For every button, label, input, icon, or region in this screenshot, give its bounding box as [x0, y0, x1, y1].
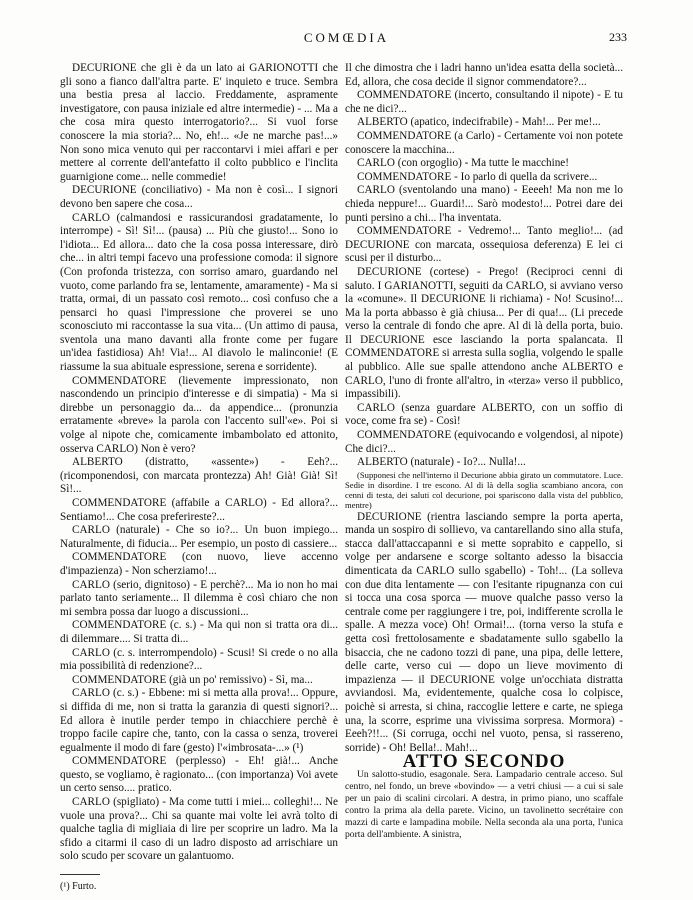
paragraph: DECURIONE (rientra lasciando sempre la porta aperta, manda un sospiro di sollievo, va cantarellando sino alla stufa, stacca dall'attaccapanni e si mette soprabito e cappello, si volge per andarsene e scorge soltanto adesso la bisaccia dimenticata da CARLO sullo sgabello) - Toh!... (La solleva con due dita lentamente — con l'esitante ripugnanza con cui si tocca una cosa sporca — muove qualche passo verso la centrale come per raggiungere i tre, poi, indifferente scrolla le spalle. A mezza voce) Oh! Ormai!... (torna verso la stufa e getta così frettolosamente e sbadatamente sullo sgabello la bisaccia, che ne cadono tozzi di pane, una pipa, delle lettere, delle carte, verso cui — dopo un lieve movimento di impazienza — il DECURIONE volge un'occhiata distratta avviandosi. Ma, evidentemente, qualche cosa lo colpisce, poichè si arresta, si china, raccoglie lettere e carte, ne spiega una, la scorre, esprime una vivissima sorpresa. Mormora) - Eeeh?!!... (Si corruga, occhi nel vuoto, pensa, si rassereno, sorride) - Oh! Bella!.. Mah!...: [345, 510, 623, 754]
paragraph: COMMENDATORE (c. s.) - Ma qui non si tratta ora di... di dilemmare.... Si tratta di...: [60, 619, 338, 645]
footnote-divider: [60, 874, 100, 875]
paragraph: ALBERTO (naturale) - Io?... Nulla!...: [357, 456, 526, 469]
paragraph: CARLO (calmandosi e rassicurandosi gradatamente, lo interrompe) - Sì! Sì!... (pausa) ... Più che giusto!... Sono io l'idiota... Ed allora... dato che la cosa possa interessare, dirò che... in altri tempi facevo una professione comoda: il signore (Con profonda tristezza, con sorriso amaro, guardando nel vuoto, come parlando fra se, lentamente, amaramente) - Ma si tratta, ormai, di un passato così remoto... così confuso che a pensarci ho quasi l'impressione che proverei se uno sconosciuto mi raccontasse la sua vita... (Un attimo di pausa, sventola una mano davanti alla fronte come per fugare un'idea fastidiosa) Ah! Via!... Al diavolo le malinconie! (E riassume la sua abituale espressione, serena e sorridente).: [60, 211, 338, 374]
stage-direction: (Supponesi che nell'interno il Decurione abbia girato un commutatore. Luce. Sedie in disordine. I tre escono. Al di là della soglia scambiano ancora, con cenni di testa, dei saluti col decurione, poi spariscono dalla vista del pubblico, mentre): [345, 469, 623, 511]
stage-description: Un salotto-studio, esagonale. Sera. Lampadario centrale acceso. Sul centro, nel fondo, un breve «bovindo» — a vetri chiusi — a cui si sale per un paio di scalini circolari. A destra, in primo piano, uno scaffale contro la prima ala della parete. Vicino, un tavolinetto secrétaire con mazzi di carte e lampadina mobile. Nella seconda ala una porta, l'unica porta dell'ambiente. A sinistra,: [345, 768, 623, 840]
paragraph: COMMENDATORE (affabile a CARLO) - Ed allora?... Sentiamo!... Che cosa preferireste?...: [60, 497, 338, 523]
right-column: [345, 62, 623, 841]
paragraph: CARLO (c. s. interrompendolo) - Scusi! Si crede o no alla mia possibilità di redenzione?...: [60, 646, 338, 673]
paragraph: DECURIONE (conciliativo) - Ma non è così... I signori devono ben sapere che cosa...: [60, 184, 338, 210]
paragraph: COMMENDATORE - Vedremo!... Tanto meglio!... (ad DECURIONE con marcata, ossequiosa deferenza) E lei ci scusi per il disturbo...: [345, 225, 623, 265]
paragraph: CARLO (serio, dignitoso) - E perchè?... Ma io non ho mai parlato tanto seriamente... Il dilemma è così chiaro che non mi sembra possa dar luogo a discussioni...: [60, 578, 338, 618]
paragraph: COMMENDATORE - Io parlo di quella da scrivere...: [357, 170, 598, 183]
paragraph: COMMENDATORE (perplesso) - Eh! già!... Anche questo, se vogliamo, è ragionato... (con importanza) Voi avete un certo senso.... pratico.: [60, 755, 338, 795]
paragraph: COMMENDATORE (a Carlo) - Certamente voi non potete conoscere la macchina...: [345, 129, 623, 156]
paragraph: CARLO (sventolando una mano) - Eeeeh! Ma non me lo chieda neppure!... Guardi!... Sarò modesto!... Potrei dare dei punti persino a chi... l'ha inventata.: [345, 184, 623, 224]
paragraph: DECURIONE che gli è da un lato ai GARIONOTTI che gli sono a fianco dall'altra parte. E' inquieto e truce. Sembra una bestia presa al laccio. Freddamente, aspramente investigatore, con pausa iniziale ed altre intermedie) - ... Ma a che cosa mira questo interrogatorio?... Si vuol forse conoscere la mia storia?... No, eh!... «Je ne marche pas!...» Non sono mica venuto qui per raccontarvi i miei affari e per mettere al corrente dell'antefatto il colto pubblico e l'inclita guarnigione come... nelle commedie!: [60, 62, 338, 183]
paragraph: CARLO (con orgoglio) - Ma tutte le macchine!: [357, 157, 569, 170]
paragraph: COMMENDATORE (già un po' remissivo) - Sì, ma...: [72, 673, 313, 686]
page-header: [0, 30, 693, 50]
paragraph: CARLO (naturale) - Che so io?... Un buon impiego... Naturalmente, di fiducia... Per esempio, un posto di cassiere...: [60, 524, 338, 550]
paragraph: CARLO (senza guardare ALBERTO, con un soffio di voce, come fra se) - Così!: [345, 401, 623, 428]
paragraph: ALBERTO (apatico, indecifrabile) - Mah!... Per me!...: [357, 116, 601, 129]
paragraph: COMMENDATORE (equivocando e volgendosi, al nipote) Che dici?...: [345, 429, 623, 455]
paragraph: COMMENDATORE (incerto, consultando il nipote) - E tu che ne dici?...: [345, 89, 623, 115]
paragraph: COMMENDATORE (con nuovo, lieve accenno d'impazienza) - Non scherziamo!...: [60, 551, 338, 577]
act-heading: ATTO SECONDO: [402, 751, 566, 773]
paragraph: CARLO (c. s.) - Ebbene: mi si metta alla prova!... Oppure, si diffida di me, non si tratta la garanzia di questi signori?... Ed allora è inutile perder tempo in chiacchiere perchè è troppo facile capire che, tanto, con la cassa o senza, troverei egualmente il modo di fare (gesto) l'«imbrosata-...» (¹): [60, 687, 338, 754]
paragraph: ALBERTO (distratto, «assente») - Eeh?... (ricomponendosi, con marcata prontezza) Ah! Già! Già! Sì! Sì!...: [60, 456, 338, 496]
paragraph: CARLO (spigliato) - Ma come tutti i miei... colleghi!... Ne vuole una prova?... Chi sa quante mai volte lei avrà tolto di qualche taglia di migliaia di lire per scoprire un ladro. Ma la sfido a citarmi il caso di un ladro disposto ad arrischiare un solo scudo per scovare un galantuomo.: [60, 796, 338, 863]
left-column: [60, 62, 338, 893]
paragraph: DECURIONE (cortese) - Prego! (Reciproci cenni di saluto. I GARIANOTTI, seguiti da CARLO, si avviano verso la «comune». Il DECURIONE li richiama) - No! Scusino!... Ma la porta abbasso è già chiusa... Per di qua!... (Li precede verso la centrale di fondo che apre. Al di là della porta, buio. Il DECURIONE esce lasciando la porta spalancata. Il COMMENDATORE si arresta sulla soglia, volgendo le spalle al pubblico. Alle sue spalle attendono anche ALBERTO e CARLO, l'uno di fronte all'altro, in «terza» verso il pubblico, impassibili).: [345, 265, 623, 401]
paragraph: Il che dimostra che i ladri hanno un'idea esatta della società... Ed, allora, che cosa decide il signor commendatore?...: [345, 62, 623, 88]
page-number: 233: [609, 30, 627, 44]
paragraph: COMMENDATORE (lievemente impressionato, non nascondendo un principio d'interesse e di simpatia) - Ma si direbbe un personaggio da... da appendice... (pronunzia erratamente «breve» la parola con l'accento sull'«e». Poi si volge al nipote che, comicamente imbambolato ed attonito, osserva CARLO) Non è vero?: [60, 374, 338, 455]
footnote: (¹) Furto.: [60, 881, 97, 893]
running-title: COMŒDIA: [303, 30, 390, 45]
